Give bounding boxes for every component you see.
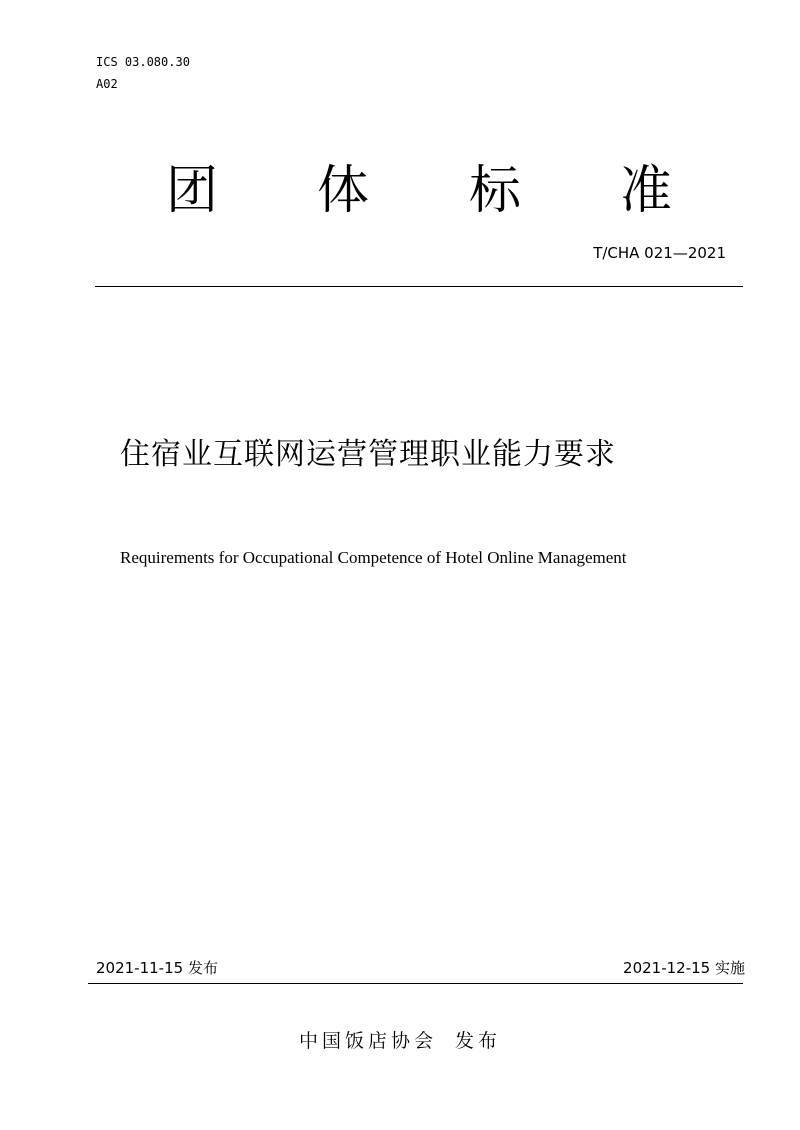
heading-char-1: 团 (166, 161, 219, 221)
title-chinese: 住宿业互联网运营管理职业能力要求 (120, 437, 616, 472)
heading-char-2: 体 (317, 161, 370, 221)
publisher-action: 发布 (455, 1030, 502, 1052)
publisher-line (0, 1030, 800, 1052)
ics-code: ICS 03.080.30 (96, 55, 190, 69)
publish-date: 2021-11-15 发布 (96, 959, 218, 977)
publisher-name: 中国饭店协会 (298, 1030, 437, 1052)
title-english: Requirements for Occupational Competence of Hotel Online Management (120, 548, 627, 567)
implement-date: 2021-12-15 实施 (623, 959, 745, 977)
ccs-code: A02 (96, 77, 118, 91)
bottom-divider (88, 983, 743, 984)
standard-number: T/CHA 021—2021 (593, 244, 726, 262)
heading-char-4: 准 (620, 161, 673, 221)
top-divider (95, 286, 743, 287)
heading-char-3: 标 (469, 161, 522, 221)
